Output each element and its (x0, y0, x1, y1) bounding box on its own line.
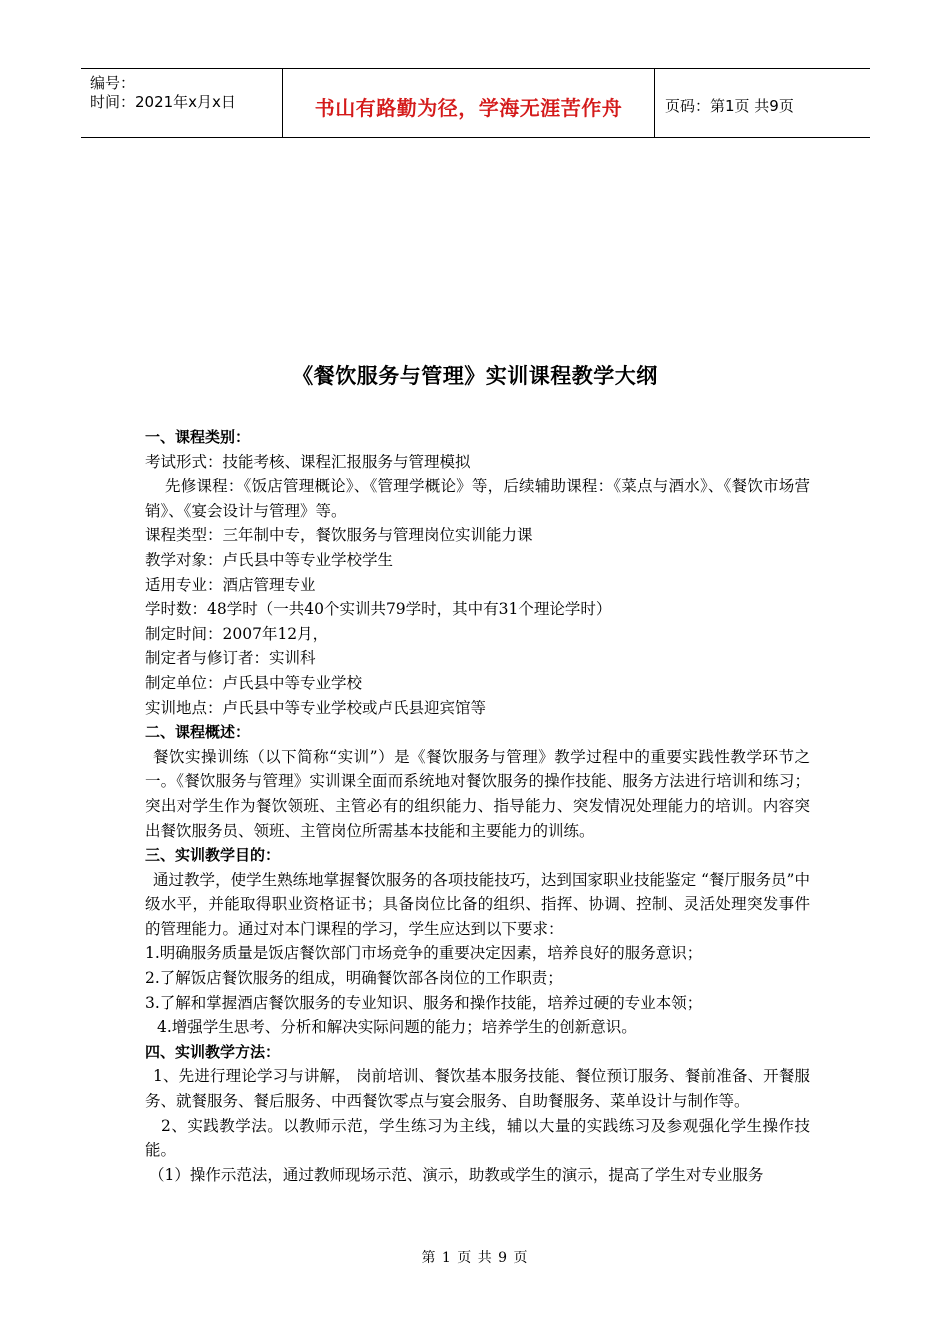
section-heading-2: 二、课程概述： (145, 723, 251, 742)
authors: 制定者与修订者：实训科 (145, 649, 316, 668)
method-item-2: 2、实践教学法。以教师示范，学生练习为主线，辅以大量的实践练习及参观强化学生操作技能。 (145, 1116, 810, 1160)
document-header (81, 68, 870, 138)
applicable-major: 适用专业：酒店管理专业 (145, 575, 316, 594)
header-meta (81, 69, 281, 137)
section-heading-3: 三、实训教学目的： (145, 846, 281, 865)
training-purpose: 通过教学，使学生熟练地掌握餐饮服务的各项技能技巧，达到国家职业技能鉴定 “餐厅服务员”中级水平，并能取得职业资格证书；具备岗位比备的组织、指挥、协调、控制、灵活处理突发事件的管理能力。通过对本门课程的学习，学生应达到以下要求： (145, 870, 810, 938)
goal-item-1: 1.明确服务质量是饭店餐饮部门市场竞争的重要决定因素，培养良好的服务意识； (145, 944, 703, 963)
course-hours: 学时数：48学时（一共40个实训共79学时，其中有31个理论学时） (145, 600, 612, 619)
document-title: 《餐饮服务与管理》实训课程教学大纲 (292, 364, 658, 388)
teaching-audience: 教学对象：卢氏县中等专业学校学生 (145, 550, 394, 569)
page-footer: 第 1 页 共 9 页 (421, 1250, 529, 1266)
course-type: 课程类型：三年制中专，餐饮服务与管理岗位实训能力课 (145, 526, 533, 545)
training-location: 实训地点：卢氏县中等专业学校或卢氏县迎宾馆等 (145, 698, 487, 717)
document-date: 时间：2021年x月x日 (90, 93, 236, 111)
goal-item-2: 2.了解饭店餐饮服务的组成，明确餐饮部各岗位的工作职责； (145, 969, 563, 988)
header-motto-cell (282, 69, 655, 137)
goal-item-4: 4.增强学生思考、分析和解决实际问题的能力；培养学生的创新意识。 (157, 1018, 637, 1037)
made-time: 制定时间：2007年12月， (145, 624, 329, 643)
goal-item-3: 3.了解和掌握酒店餐饮服务的专业知识、服务和操作技能，培养过硬的专业本领； (145, 993, 703, 1012)
method-item-3: （1）操作示范法，通过教师现场示范、演示，助教或学生的演示，提高了学生对专业服务 (149, 1165, 764, 1184)
document-number: 编号： (90, 74, 136, 92)
made-unit: 制定单位：卢氏县中等专业学校 (145, 673, 363, 692)
document-body (145, 425, 810, 1187)
method-item-1: 1、先进行理论学习与讲解， 岗前培训、餐饮基本服务技能、餐位预订服务、餐前准备、开餐服务、就餐服务、餐后服务、中西餐饮零点与宴会服务、自助餐服务、菜单设计与制作等。 (145, 1067, 810, 1111)
section-heading-1: 一、课程类别： (145, 428, 251, 446)
section-heading-4: 四、实训教学方法： (145, 1042, 281, 1061)
exam-form: 考试形式：技能考核、课程汇报服务与管理模拟 (145, 452, 471, 471)
header-page-number: 页码：第1页 共9页 (665, 97, 794, 115)
course-overview: 餐饮实操训练（以下简称“实训”）是《餐饮服务与管理》教学过程中的重要实践性教学环节之一。《餐饮服务与管理》实训课全面而系统地对餐饮服务的操作技能、服务方法进行培训和练习；突出对学生作为餐饮领班、主管必有的组织能力、指导能力、突发情况处理能力的培训。内容突出餐饮服务员、领班、主管岗位所需基本技能和主要能力的训练。 (145, 747, 810, 840)
prerequisite-courses: 先修课程：《饭店管理概论》、《管理学概论》等，后续辅助课程：《菜点与酒水》、《餐饮市场营销》、《宴会设计与管理》等。 (145, 477, 810, 520)
header-motto: 书山有路勤为径，学海无涯苦作舟 (314, 96, 623, 120)
